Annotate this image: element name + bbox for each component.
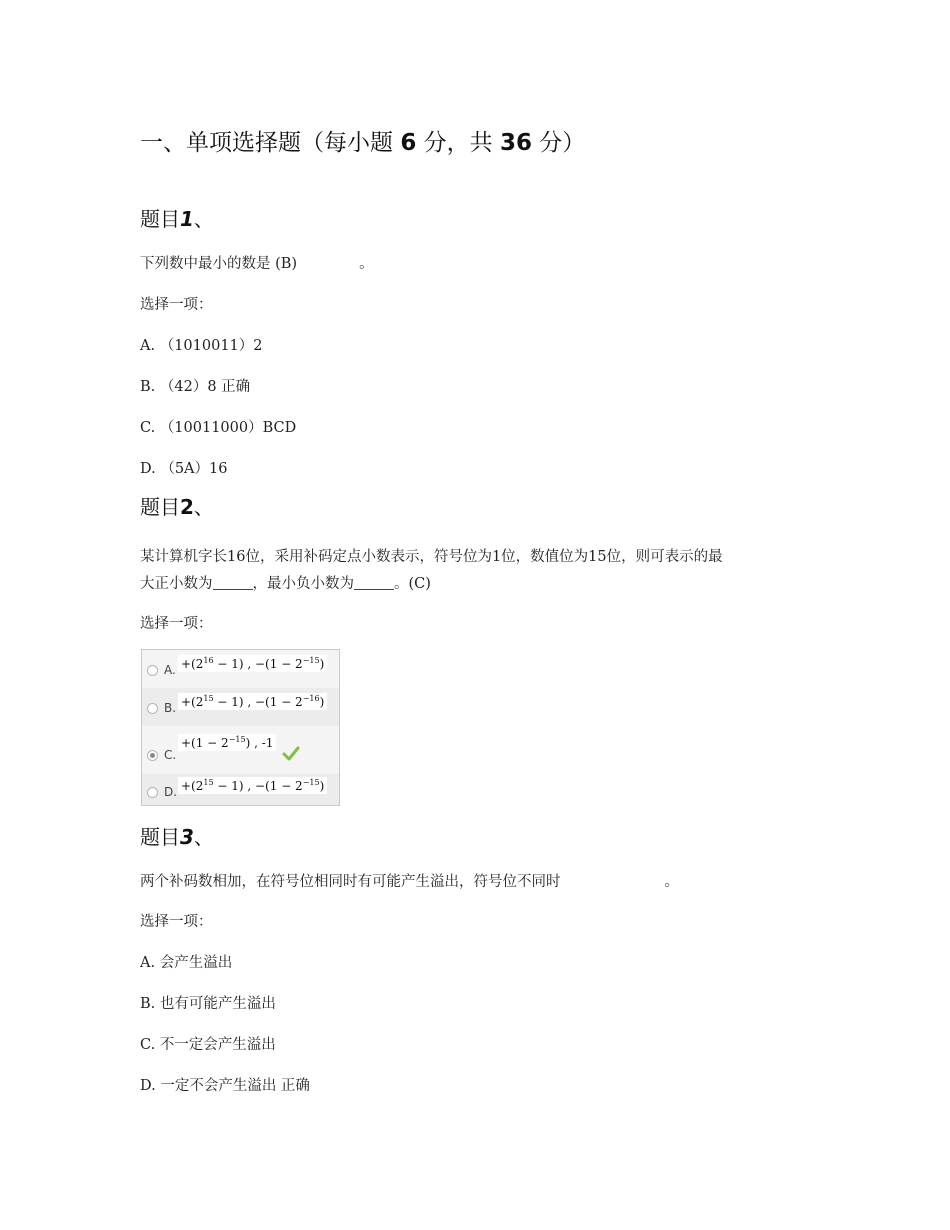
formula: $+(2^{16} - 1)$ , $-(1 - 2^{-15})$	[178, 655, 327, 672]
radio-icon[interactable]	[147, 665, 158, 676]
question-3-stem: 两个补码数相加，在符号位相同时有可能产生溢出，符号位不同时 。	[140, 874, 679, 890]
formula: $+(2^{15} - 1)$ , $-(1 - 2^{-16})$	[178, 693, 327, 710]
question-1-choose-label: 选择一项：	[140, 297, 213, 313]
radio-icon[interactable]	[147, 787, 158, 798]
question-1-stem: 下列数中最小的数是 (B) 。	[140, 256, 374, 272]
question-3-option-a[interactable]: A. 会产生溢出	[140, 955, 233, 971]
question-1-option-b[interactable]: B. （42）8 正确	[140, 379, 251, 395]
answer-blank	[354, 575, 394, 590]
radio-icon[interactable]	[147, 703, 158, 714]
radio-icon[interactable]	[147, 750, 158, 761]
question-1-option-c[interactable]: C. （10011000）BCD	[140, 420, 297, 436]
question-2-option-a[interactable]: A. $+(2^{16} - 1)$ , $-(1 - 2^{-15})$	[142, 650, 339, 688]
question-2-choose-label: 选择一项：	[140, 616, 213, 632]
question-3-choose-label: 选择一项：	[140, 914, 213, 930]
question-2-stem-line2: 大正小数为 ，最小负小数为 。(C)	[140, 576, 431, 592]
question-3-option-b[interactable]: B. 也有可能产生溢出	[140, 996, 276, 1012]
section-title: 一、单项选择题（每小题 6 分，共 36 分）	[140, 130, 586, 156]
question-1-title: 题目1、	[140, 207, 214, 231]
question-2-options-image	[141, 649, 340, 806]
question-1-option-a[interactable]: A. （1010011）2	[140, 338, 263, 354]
question-2-option-b[interactable]: B. $+(2^{15} - 1)$ , $-(1 - 2^{-16})$	[142, 688, 339, 726]
question-3-title: 题目3、	[140, 825, 214, 849]
formula: $+(1 - 2^{-15})$ , -1	[178, 734, 276, 751]
formula: $+(2^{15} - 1)$ , $-(1 - 2^{-15})$	[178, 777, 327, 794]
answer-blank	[213, 575, 253, 590]
question-1-option-d[interactable]: D. （5A）16	[140, 461, 228, 477]
question-3-option-c[interactable]: C. 不一定会产生溢出	[140, 1037, 276, 1053]
question-2-stem-line1: 某计算机字长16位，采用补码定点小数表示，符号位为1位，数值位为15位，则可表示的最	[140, 549, 723, 565]
question-3-option-d[interactable]: D. 一定不会产生溢出 正确	[140, 1078, 310, 1094]
question-2-option-c[interactable]: C. $+(1 - 2^{-15})$ , -1	[142, 726, 339, 774]
question-2-option-d[interactable]: D. $+(2^{15} - 1)$ , $-(1 - 2^{-15})$	[142, 774, 339, 805]
question-2-title: 题目2、	[140, 495, 214, 519]
check-icon	[282, 746, 300, 762]
